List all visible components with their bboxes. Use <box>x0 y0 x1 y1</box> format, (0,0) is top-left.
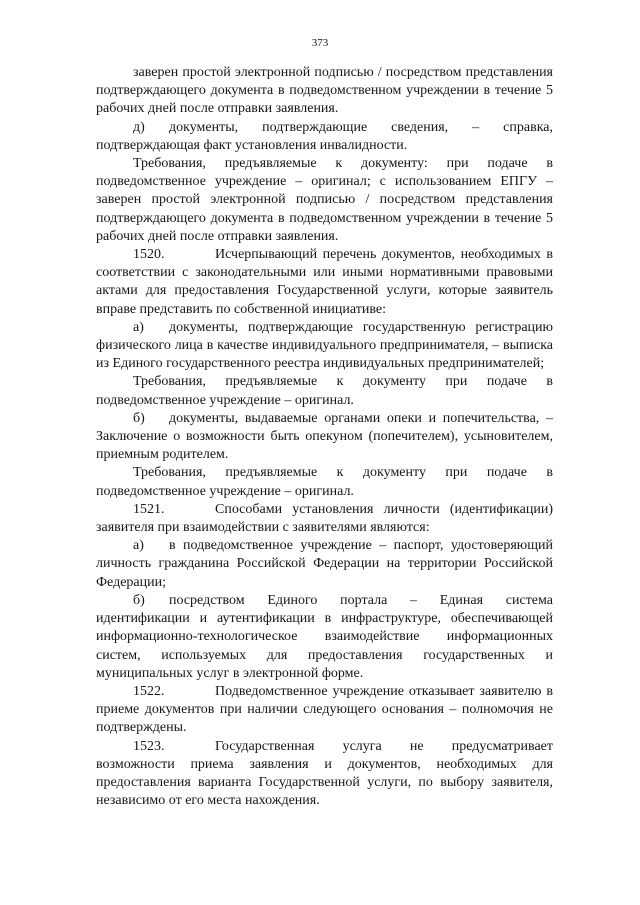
paragraph-text: Требования, предъявляемые к документу при подаче в подведомственное учреждение – оригинал. <box>96 465 553 499</box>
paragraph-text: Государственная услуга не предусматривает возможности приема заявления и документов, необходимых для предоставления варианта Государственной услуги, по выбору заявителя, независимо от его места нахождения. <box>96 738 553 809</box>
list-item-d <box>96 119 553 155</box>
page-number: 373 <box>311 37 329 49</box>
paragraph <box>96 464 553 500</box>
clause-number: 1522. <box>133 683 165 699</box>
list-item-b <box>96 592 553 683</box>
list-marker: а) <box>133 538 144 554</box>
paragraph-text: Способами установления личности (идентификации) заявителя при взаимодействии с заявителями являются: <box>96 501 553 536</box>
document-body <box>96 64 553 810</box>
list-item-b <box>96 410 553 465</box>
clause-number: 1520. <box>133 247 165 263</box>
paragraph-text: документы, выдаваемые органами опеки и попечительства, – Заключение о возможности быть опекуном (попечителем), усыновителем, приемным родителем. <box>96 410 553 463</box>
paragraph <box>96 64 553 119</box>
paragraph-text: Подведомственное учреждение отказывает заявителю в приеме документов при наличии следующего основания – полномочия не подтверждены. <box>96 683 553 736</box>
list-marker: д) <box>133 119 145 135</box>
paragraph-text: в подведомственное учреждение – паспорт, удостоверяющий личность гражданина Российской Федерации на территории Российской Федерации; <box>96 538 553 590</box>
list-item-a <box>96 319 553 374</box>
paragraph <box>96 373 553 409</box>
clause-1520 <box>96 246 553 319</box>
paragraph-text: документы, подтверждающие государственную регистрацию физического лица в качестве индивидуального предпринимателя, – выписка из Единого государственного реестра индивидуальных предпринимателей; <box>96 319 553 372</box>
list-item-a <box>96 537 553 592</box>
clause-number: 1523. <box>133 738 165 754</box>
clause-number: 1521. <box>133 501 165 517</box>
paragraph-text: посредством Единого портала – Единая система идентификации и аутентификации в инфраструктуре, обеспечивающей информационно-технологическое взаимодействие информационных систем, используемых для предоставления государственных и муниципальных услуг в электронной форме. <box>96 592 553 681</box>
list-marker: б) <box>133 410 145 426</box>
list-marker: а) <box>133 319 144 335</box>
clause-1521 <box>96 501 553 537</box>
paragraph-text: Исчерпывающий перечень документов, необходимых в соответствии с законодательными или иными нормативными правовыми актами для предоставления Государственной услуги, которые заявитель вправе представить по собственной инициативе: <box>96 247 553 317</box>
paragraph-text: Требования, предъявляемые к документу: при подаче в подведомственное учреждение – оригинал; с использованием ЕПГУ – заверен простой электронной подписью / посредством представления подтверждающего документа в подведомственном учреждении в течение 5 рабочих дней после отправки заявления. <box>96 156 553 244</box>
paragraph-text: заверен простой электронной подписью / посредством представления подтверждающего документа в подведомственном учреждении в течение 5 рабочих дней после отправки заявления. <box>96 65 553 117</box>
clause-1523 <box>96 738 553 811</box>
paragraph-text: документы, подтверждающие сведения, – справка, подтверждающая факт установления инвалидности. <box>96 119 553 153</box>
paragraph-text: Требования, предъявляемые к документу при подаче в подведомственное учреждение – оригинал. <box>96 374 553 408</box>
list-marker: б) <box>133 592 145 608</box>
clause-1522 <box>96 683 553 738</box>
paragraph <box>96 155 553 246</box>
